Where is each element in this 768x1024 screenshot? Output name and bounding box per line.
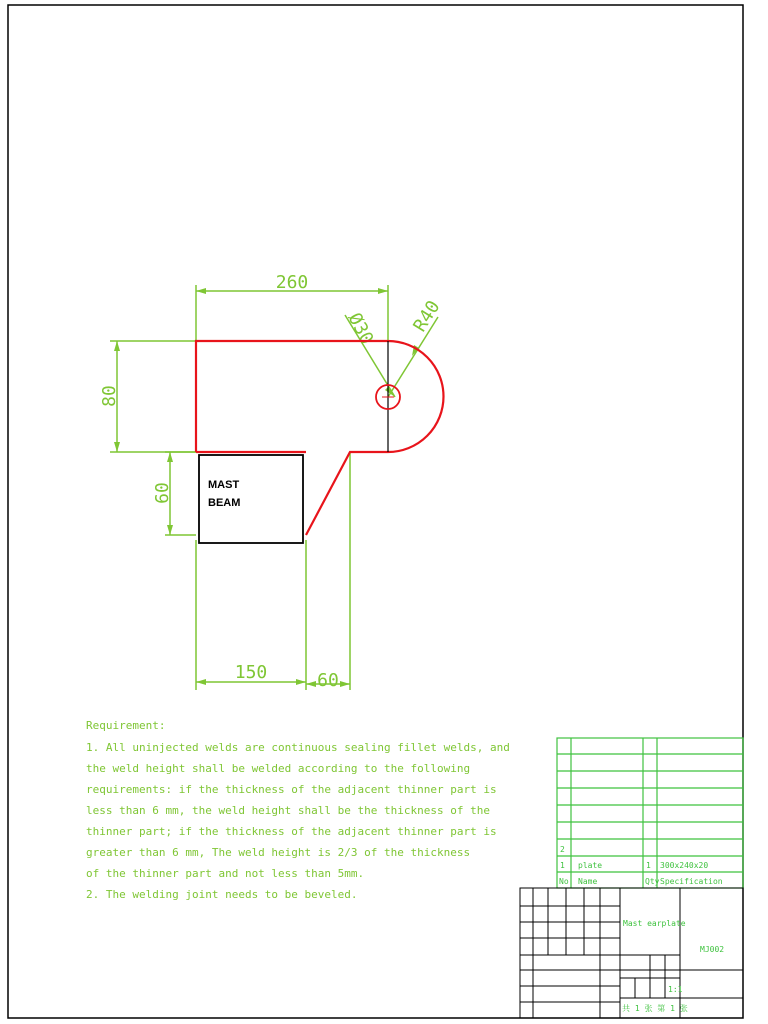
bom-row1-no: 1 [560, 861, 565, 870]
requirements-line: 1. All uninjected welds are continuous sealing fillet welds, and [86, 741, 510, 754]
dim-radius: R40 [409, 296, 445, 336]
title-block-scale: 1:1 [668, 985, 683, 994]
title-block-code: MJ002 [700, 945, 725, 954]
bom-header-name: Name [578, 877, 598, 886]
beam-label-line2: BEAM [208, 497, 241, 509]
dim-hole-diameter: Ø30 [343, 309, 378, 349]
title-block-sheets: 共 1 张 第 1 张 [622, 1004, 688, 1013]
dim-60-vertical: 60 [152, 482, 173, 504]
requirements-heading: Requirement: [86, 719, 166, 732]
requirements-line: less than 6 mm, the weld height shall be the thickness of the [86, 804, 490, 817]
requirements-line: requirements: if the thickness of the adjacent thinner part is [86, 783, 497, 796]
beam-label-line1: MAST [208, 479, 240, 491]
bom-row1-spec: 300x240x20 [660, 861, 709, 870]
bom-row1-name: plate [578, 861, 603, 870]
requirements-line: 2. The welding joint needs to be beveled. [86, 888, 358, 901]
bom-header-qty: Qty [645, 877, 660, 886]
dim-60-horizontal: 60 [317, 670, 339, 691]
title-block-title: Mast earplate [623, 919, 686, 928]
requirements-line: the weld height shall be welded according to the following [86, 762, 471, 775]
bom-row2-no: 2 [560, 845, 565, 854]
requirements-line: of the thinner part and not less than 5mm. [86, 867, 365, 880]
bom-row1-qty: 1 [646, 861, 651, 870]
dim-260: 260 [275, 272, 309, 293]
requirements-line: thinner part; if the thickness of the adjacent thinner part is [86, 825, 497, 838]
requirements-line: greater than 6 mm, The weld height is 2/3 of the thickness [86, 846, 471, 859]
dim-150: 150 [234, 662, 268, 683]
dim-80: 80 [99, 385, 120, 407]
bom-header-spec: Specification [660, 877, 723, 886]
bom-header-no: No. [559, 877, 574, 886]
